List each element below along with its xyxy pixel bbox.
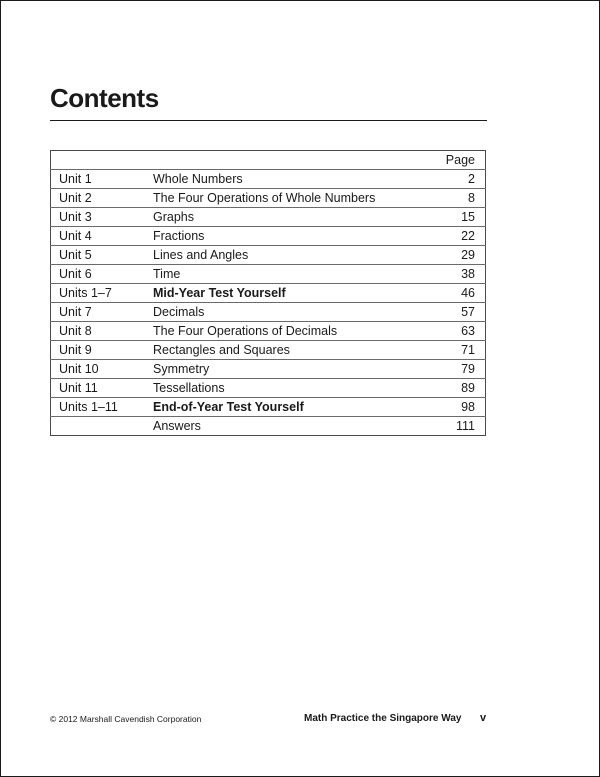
- table-row: [51, 417, 486, 436]
- unit-label: Units 1–7: [51, 284, 148, 303]
- unit-label: Unit 9: [51, 341, 148, 360]
- page-number: 89: [411, 379, 486, 398]
- unit-label: Unit 11: [51, 379, 148, 398]
- unit-title: The Four Operations of Decimals: [147, 322, 411, 341]
- unit-label: Unit 2: [51, 189, 148, 208]
- unit-title: Answers: [147, 417, 411, 436]
- table-row: [51, 208, 486, 227]
- unit-label: Unit 6: [51, 265, 148, 284]
- table-row: [51, 170, 486, 189]
- unit-title: Rectangles and Squares: [147, 341, 411, 360]
- header-title-cell: [147, 151, 411, 170]
- header-unit-cell: [51, 151, 148, 170]
- unit-label: Unit 5: [51, 246, 148, 265]
- page-number: 98: [411, 398, 486, 417]
- page-number: 15: [411, 208, 486, 227]
- table-row: [51, 265, 486, 284]
- page-number: 71: [411, 341, 486, 360]
- footer-book-title: Math Practice the Singapore Way: [304, 713, 462, 724]
- table-row: [51, 246, 486, 265]
- unit-label: Unit 7: [51, 303, 148, 322]
- header-page-label: Page: [445, 153, 475, 167]
- unit-title: Graphs: [147, 208, 411, 227]
- page-number: 57: [411, 303, 486, 322]
- table-header-row: [51, 151, 486, 170]
- page-number: 8: [411, 189, 486, 208]
- unit-label: Unit 10: [51, 360, 148, 379]
- page-number: 111: [411, 417, 486, 436]
- table-row: [51, 379, 486, 398]
- unit-title: Symmetry: [147, 360, 411, 379]
- unit-label: Unit 3: [51, 208, 148, 227]
- page-number: 38: [411, 265, 486, 284]
- unit-label: Unit 8: [51, 322, 148, 341]
- table-row: [51, 322, 486, 341]
- table-row: [51, 284, 486, 303]
- footer-copyright: © 2012 Marshall Cavendish Corporation: [50, 714, 202, 724]
- unit-title: The Four Operations of Whole Numbers: [147, 189, 411, 208]
- unit-title: Fractions: [147, 227, 411, 246]
- unit-title: Decimals: [147, 303, 411, 322]
- unit-label: Unit 4: [51, 227, 148, 246]
- unit-label: Unit 1: [51, 170, 148, 189]
- page-number: 22: [411, 227, 486, 246]
- unit-title: Tessellations: [147, 379, 411, 398]
- table-row: [51, 189, 486, 208]
- unit-title: Mid-Year Test Yourself: [147, 284, 411, 303]
- title-divider: [50, 120, 487, 121]
- unit-label: [51, 417, 148, 436]
- page-number: 46: [411, 284, 486, 303]
- page-number: 29: [411, 246, 486, 265]
- table-row: [51, 227, 486, 246]
- page-number: 2: [411, 170, 486, 189]
- page-number: 63: [411, 322, 486, 341]
- footer-page-number: v: [480, 712, 487, 724]
- unit-title: Whole Numbers: [147, 170, 411, 189]
- contents-table: [50, 150, 486, 436]
- table-row: [51, 303, 486, 322]
- table-row: [51, 341, 486, 360]
- page-number: 79: [411, 360, 486, 379]
- table-row: [51, 398, 486, 417]
- table-row: [51, 360, 486, 379]
- page-title: Contents: [50, 83, 159, 113]
- unit-title: Time: [147, 265, 411, 284]
- unit-label: Units 1–11: [51, 398, 148, 417]
- unit-title: End-of-Year Test Yourself: [147, 398, 411, 417]
- unit-title: Lines and Angles: [147, 246, 411, 265]
